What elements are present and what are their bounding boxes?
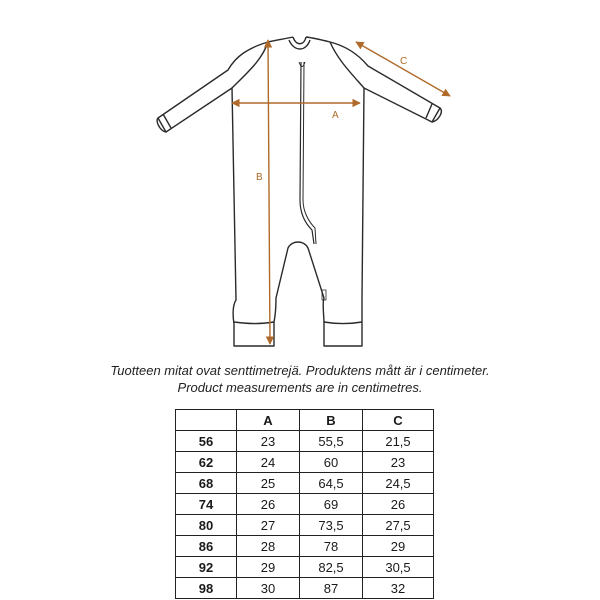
cell-c: 21,5	[363, 431, 434, 452]
header-c: C	[363, 410, 434, 431]
table-row	[176, 515, 434, 536]
cell-size: 80	[176, 515, 237, 536]
dimension-c-line	[356, 42, 450, 96]
left-cuff	[163, 114, 171, 128]
caption-line-2: Product measurements are in centimetres.	[177, 380, 423, 395]
cell-size: 86	[176, 536, 237, 557]
cell-size: 98	[176, 578, 237, 599]
cell-a: 27	[237, 515, 300, 536]
cell-a: 26	[237, 494, 300, 515]
cell-c: 27,5	[363, 515, 434, 536]
table-row	[176, 431, 434, 452]
cell-c: 29	[363, 536, 434, 557]
jumpsuit-body	[158, 37, 440, 346]
header-size	[176, 410, 237, 431]
table-row	[176, 473, 434, 494]
cell-size: 92	[176, 557, 237, 578]
cell-a: 28	[237, 536, 300, 557]
jumpsuit-outline	[157, 37, 441, 346]
right-leg-cuff	[324, 322, 362, 324]
caption-line-1: Tuotteen mitat ovat senttimetrejä. Produktens mått är i centimeter.	[110, 363, 490, 378]
cell-b: 55,5	[300, 431, 363, 452]
left-leg-cuff	[234, 322, 274, 324]
table-row	[176, 494, 434, 515]
cell-c: 24,5	[363, 473, 434, 494]
cell-a: 29	[237, 557, 300, 578]
measurement-markers	[232, 40, 450, 344]
table-row	[176, 578, 434, 599]
cell-size: 74	[176, 494, 237, 515]
cell-b: 73,5	[300, 515, 363, 536]
cell-c: 32	[363, 578, 434, 599]
cell-a: 30	[237, 578, 300, 599]
header-b: B	[300, 410, 363, 431]
measurement-caption	[0, 362, 600, 396]
cell-b: 87	[300, 578, 363, 599]
dimension-c-label: C	[400, 56, 408, 67]
size-chart-table	[175, 409, 434, 599]
table-row	[176, 536, 434, 557]
table-row	[176, 452, 434, 473]
cell-b: 69	[300, 494, 363, 515]
cell-c: 23	[363, 452, 434, 473]
cell-a: 24	[237, 452, 300, 473]
cell-b: 60	[300, 452, 363, 473]
neckline	[293, 37, 306, 44]
cell-b: 64,5	[300, 473, 363, 494]
right-cuff	[426, 104, 432, 118]
cell-b: 78	[300, 536, 363, 557]
cell-a: 23	[237, 431, 300, 452]
cell-c: 26	[363, 494, 434, 515]
cell-size: 56	[176, 431, 237, 452]
cell-b: 82,5	[300, 557, 363, 578]
table-row	[176, 557, 434, 578]
cell-c: 30,5	[363, 557, 434, 578]
dimension-b-label: B	[256, 172, 263, 183]
header-a: A	[237, 410, 300, 431]
cell-size: 68	[176, 473, 237, 494]
cell-size: 62	[176, 452, 237, 473]
cell-a: 25	[237, 473, 300, 494]
dimension-b-line	[268, 40, 270, 344]
table-header-row	[176, 410, 434, 431]
dimension-a-label: A	[332, 110, 339, 121]
